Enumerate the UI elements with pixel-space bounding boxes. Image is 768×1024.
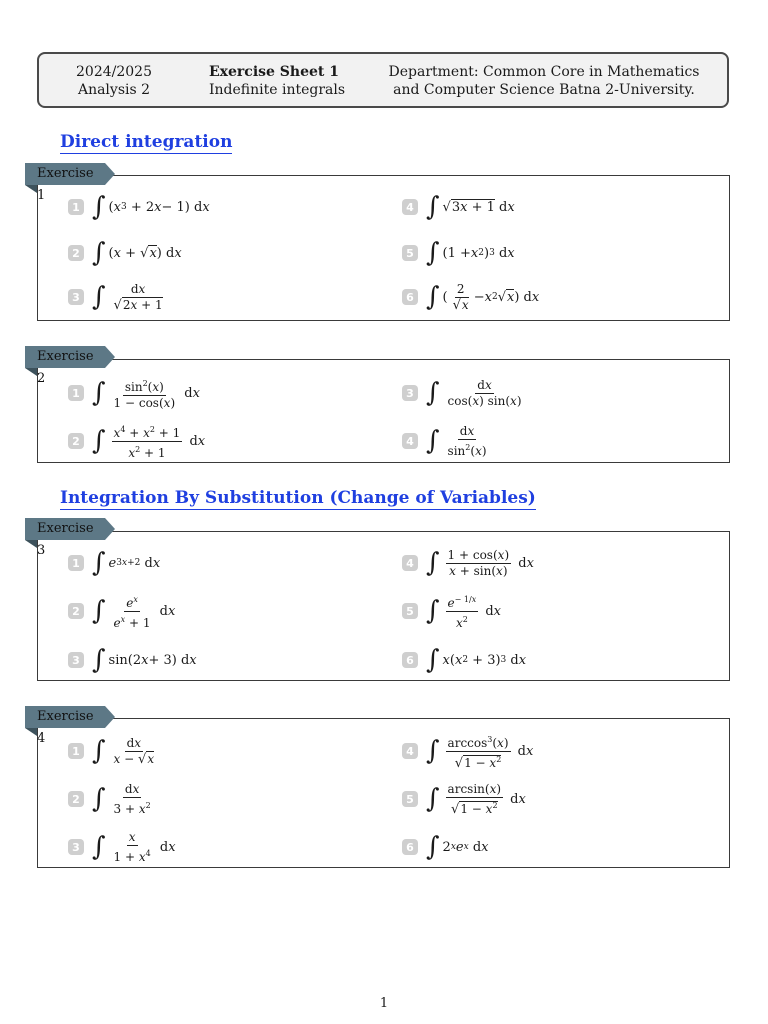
item-number-badge: 2: [68, 245, 84, 261]
exercise-1-item-5: [402, 238, 515, 268]
item-number-badge: 2: [68, 603, 84, 619]
header-year-course: [39, 63, 189, 99]
integral-sign: ∫: [92, 548, 106, 578]
math-fraction: $\frac{dx}{\sin^2(x)}$: [447, 423, 487, 458]
item-number-badge: 5: [402, 603, 418, 619]
math-expression: e 3x+2 d x: [108, 555, 161, 571]
math-expression: ( x 3 + 2 x − 1) d x: [108, 199, 210, 215]
sheet-header: [37, 52, 729, 108]
math-fraction: $\frac{e^x}{e^x + 1}$: [112, 592, 153, 631]
header-year: 2024/2025: [76, 64, 152, 80]
math-fraction: $\frac{x}{1 + x^4}$: [113, 829, 151, 864]
math-fraction: $\frac{dx}{\cos(x) \sin(x)}$: [447, 377, 522, 408]
section-title-substitution: Integration By Substitution (Change of Variables): [60, 488, 536, 508]
integral-sign: ∫: [426, 426, 440, 456]
math-expression: x ( x 2 + 3) 3 d x: [442, 652, 527, 668]
integral-sign: ∫: [426, 282, 440, 312]
math-fraction: $\frac{\sin^2(x)}{1 - \cos(x)}$: [112, 376, 178, 411]
math-expression: 2 x e x d x: [442, 839, 489, 855]
integral-sign: ∫: [92, 238, 106, 268]
item-number-badge: 1: [68, 743, 84, 759]
item-number-badge: 1: [68, 555, 84, 571]
math-fraction: $\frac{e^{- 1/x}}{x^2}$: [446, 592, 479, 631]
exercise-4-box: [37, 718, 730, 868]
item-number-badge: 4: [402, 433, 418, 449]
exercise-2-item-2: [68, 424, 206, 460]
item-number-badge: 3: [402, 385, 418, 401]
integral-sign: ∫: [426, 238, 440, 268]
exercise-4-item-4: [402, 734, 534, 771]
exercise-3-item-1: [68, 548, 160, 578]
exercise-1-item-3: [68, 282, 168, 312]
exercise-3-box: [37, 531, 730, 681]
integral-sign: ∫: [92, 596, 106, 626]
item-number-badge: 3: [68, 289, 84, 305]
math-expression: √ 3x + 1 d x: [442, 199, 515, 215]
integral-sign: ∫: [426, 784, 440, 814]
header-department: [379, 63, 709, 99]
item-number-badge: 3: [68, 652, 84, 668]
integral-sign: ∫: [92, 378, 106, 408]
section-title-direct: Direct integration: [60, 132, 233, 152]
item-number-badge: 6: [402, 652, 418, 668]
math-differential: dx: [185, 433, 206, 449]
integral-sign: ∫: [92, 784, 106, 814]
item-number-badge: 1: [68, 199, 84, 215]
exercise-3-label: Exercise 3: [25, 518, 105, 540]
math-differential: dx: [155, 839, 176, 855]
header-department-line2: and Computer Science Batna 2-University.: [393, 82, 695, 98]
item-number-badge: 2: [68, 433, 84, 449]
exercise-3-item-3: [68, 645, 197, 675]
math-expression: ( $\frac{2}{√x}$ − x 2 √ x ) d x: [442, 281, 540, 313]
math-differential: dx: [514, 555, 534, 571]
integral-sign: ∫: [426, 736, 440, 766]
integral-sign: ∫: [426, 832, 440, 862]
item-number-badge: 4: [402, 555, 418, 571]
exercise-1-item-2: [68, 238, 182, 268]
exercise-4-item-1: [68, 736, 159, 766]
integral-sign: ∫: [426, 645, 440, 675]
integral-sign: ∫: [426, 192, 440, 222]
exercise-1-label: Exercise 1: [25, 163, 105, 185]
header-sheet-subtitle: Indefinite integrals: [209, 82, 346, 98]
header-department-line1: Department: Common Core in Mathematics: [388, 64, 700, 80]
integral-sign: ∫: [92, 645, 106, 675]
integral-sign: ∫: [92, 282, 106, 312]
integral-sign: ∫: [92, 426, 106, 456]
integral-sign: ∫: [92, 192, 106, 222]
header-course: Analysis 2: [77, 82, 151, 98]
item-number-badge: 5: [402, 245, 418, 261]
exercise-1-item-6: [402, 282, 539, 312]
integral-sign: ∫: [426, 596, 440, 626]
math-differential: dx: [506, 791, 526, 807]
exercise-3-item-4: [402, 548, 534, 578]
item-number-badge: 1: [68, 385, 84, 401]
integral-sign: ∫: [426, 548, 440, 578]
exercise-4-item-3: [68, 829, 176, 864]
math-fraction: $\frac{1 + \cos(x)}{x + \sin(x)}$: [447, 547, 510, 578]
item-number-badge: 3: [68, 839, 84, 855]
math-expression: sin(2 x + 3) d x: [108, 652, 197, 668]
math-expression: (1 + x 2 ) 3 d x: [442, 245, 515, 261]
math-fraction: $\frac{x^4 + x^2 + 1}{x^2 + 1}$: [112, 422, 183, 461]
item-number-badge: 6: [402, 289, 418, 305]
exercise-2-item-4: [402, 423, 492, 458]
exercise-1-item-4: [402, 192, 515, 222]
exercise-4-item-2: [68, 781, 156, 816]
integral-sign: ∫: [426, 378, 440, 408]
exercise-4-label: Exercise 4: [25, 706, 105, 728]
exercise-1-item-1: [68, 192, 210, 222]
page-number: 1: [379, 996, 389, 1011]
integral-sign: ∫: [92, 736, 106, 766]
math-expression: ( x + √ x ) d x: [108, 245, 182, 261]
item-number-badge: 5: [402, 791, 418, 807]
item-number-badge: 4: [402, 199, 418, 215]
header-title-block: [209, 63, 345, 99]
math-fraction: $\frac{dx}{√2x + 1}$: [113, 281, 163, 313]
math-differential: dx: [155, 603, 176, 619]
exercise-2-label: Exercise 2: [25, 346, 105, 368]
math-fraction: $\frac{\arcsin(x)}{√1 - x^2}$: [447, 781, 502, 817]
exercise-2-item-1: [68, 378, 200, 408]
header-sheet-title: Exercise Sheet 1: [209, 64, 339, 80]
exercise-2-box: [37, 359, 730, 463]
math-fraction: $\frac{dx}{x - √x}$: [113, 735, 155, 767]
math-fraction: $\frac{\arccos^3(x)}{√1 - x^2}$: [446, 732, 511, 771]
exercise-3-item-5: [402, 594, 502, 630]
math-differential: dx: [180, 385, 200, 401]
item-number-badge: 2: [68, 791, 84, 807]
exercise-3-item-6: [402, 645, 526, 675]
exercise-2-item-3: [402, 378, 527, 408]
item-number-badge: 4: [402, 743, 418, 759]
integral-sign: ∫: [92, 832, 106, 862]
exercise-4-item-5: [402, 781, 526, 817]
exercise-1-box: [37, 175, 730, 321]
math-fraction: $\frac{dx}{3 + x^2}$: [113, 781, 151, 816]
math-differential: dx: [513, 743, 534, 759]
math-differential: dx: [481, 603, 502, 619]
exercise-3-item-2: [68, 594, 176, 630]
item-number-badge: 6: [402, 839, 418, 855]
exercise-4-item-6: [402, 832, 489, 862]
